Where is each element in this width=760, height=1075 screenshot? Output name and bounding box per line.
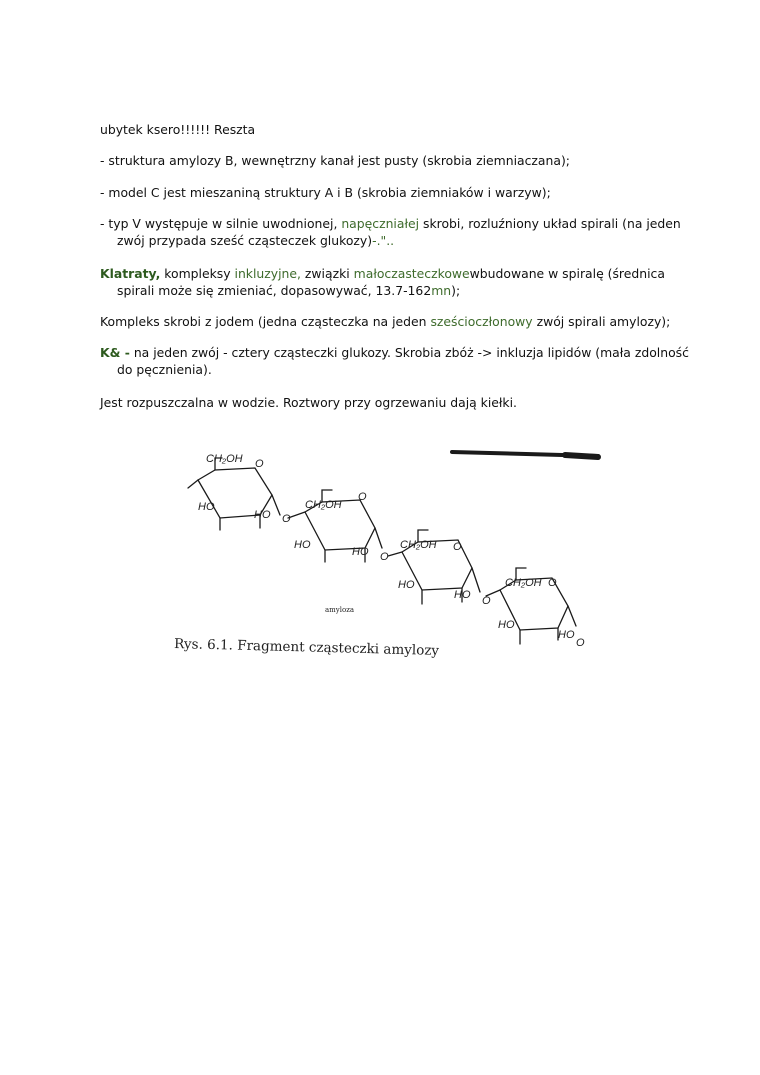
paragraph-klatraty — [100, 265, 697, 299]
intro-line: ubytek ksero!!!!!! Reszta — [100, 122, 256, 137]
atom-label: CH₂OH — [505, 577, 542, 589]
atom-label: O — [358, 491, 367, 503]
klatraty-text-3: wbudowane w spiralę (średnica spirali może się zmieniać, dopasowywać, 13.7-162 — [117, 266, 665, 298]
klatraty-highlight-3: mn — [431, 283, 452, 298]
atom-label: HO — [198, 501, 215, 513]
atom-label: O — [380, 551, 389, 563]
list-item-type-v — [100, 215, 697, 249]
atom-label: O — [482, 595, 491, 607]
type-v-highlight-2: -.".. — [372, 233, 395, 248]
amylose-atom-labels — [198, 453, 585, 649]
klatraty-text-4: ); — [451, 283, 461, 298]
atom-label: HO — [294, 539, 311, 551]
figure-caption: Rys. 6.1. Fragment cząsteczki amylozy — [173, 636, 440, 659]
list-item-amylose-b: - struktura amylozy B, wewnętrzny kanał jest pusty (skrobia ziemniaczana); — [100, 153, 570, 168]
amylose-structure-figure — [160, 440, 610, 670]
type-v-text-2: skrobi, rozluźniony układ spirali (na jeden zwój przypada sześć cząsteczek glukozy) — [117, 216, 681, 248]
atom-label: HO — [398, 579, 415, 591]
atom-label: CH₂OH — [305, 499, 342, 511]
atom-label: CH₂OH — [400, 539, 437, 551]
atom-label: O — [548, 577, 557, 589]
amylose-small-label: amyloza — [325, 606, 355, 614]
atom-label: O — [255, 458, 264, 470]
klatraty-highlight-1: inkluzyjne, — [234, 266, 301, 281]
jod-text-1: Kompleks skrobi z jodem (jedna cząsteczka na jeden — [100, 314, 431, 329]
paragraph-iodine-complex — [100, 313, 680, 330]
jod-text-2: zwój spirali amylozy); — [532, 314, 671, 329]
atom-label: CH₂OH — [206, 453, 243, 465]
k-and-label: K& - — [100, 345, 130, 360]
jod-highlight: sześcioczłonowy — [430, 314, 533, 329]
atom-label: HO — [352, 546, 369, 558]
atom-label: HO — [454, 589, 471, 601]
klatraty-highlight-2: małoczasteczkowe — [353, 266, 470, 281]
atom-label: O — [576, 637, 585, 649]
type-v-highlight-1: napęczniałej — [341, 216, 420, 231]
atom-label: HO — [254, 509, 271, 521]
closing-line: Jest rozpuszczalna w wodzie. Roztwory przy ogrzewaniu dają kiełki. — [100, 395, 517, 410]
amylose-bonds — [188, 452, 598, 644]
paragraph-k-and — [100, 344, 697, 378]
klatraty-text-2: związki — [300, 266, 354, 281]
k-and-text: na jeden zwój - cztery cząsteczki glukozy. Skrobia zbóż -> inkluzja lipidów (mała zdolność do pęcznienia). — [117, 345, 689, 377]
atom-label: HO — [498, 619, 515, 631]
type-v-text-1: - typ V występuje w silnie uwodnionej, — [100, 216, 342, 231]
list-item-model-c: - model C jest mieszaniną struktury A i B (skrobia ziemniaków i warzyw); — [100, 185, 551, 200]
klatraty-label: Klatraty, — [100, 266, 161, 281]
atom-label: O — [282, 513, 291, 525]
atom-label: O — [453, 541, 462, 553]
atom-label: HO — [558, 629, 575, 641]
klatraty-text-1: kompleksy — [160, 266, 235, 281]
